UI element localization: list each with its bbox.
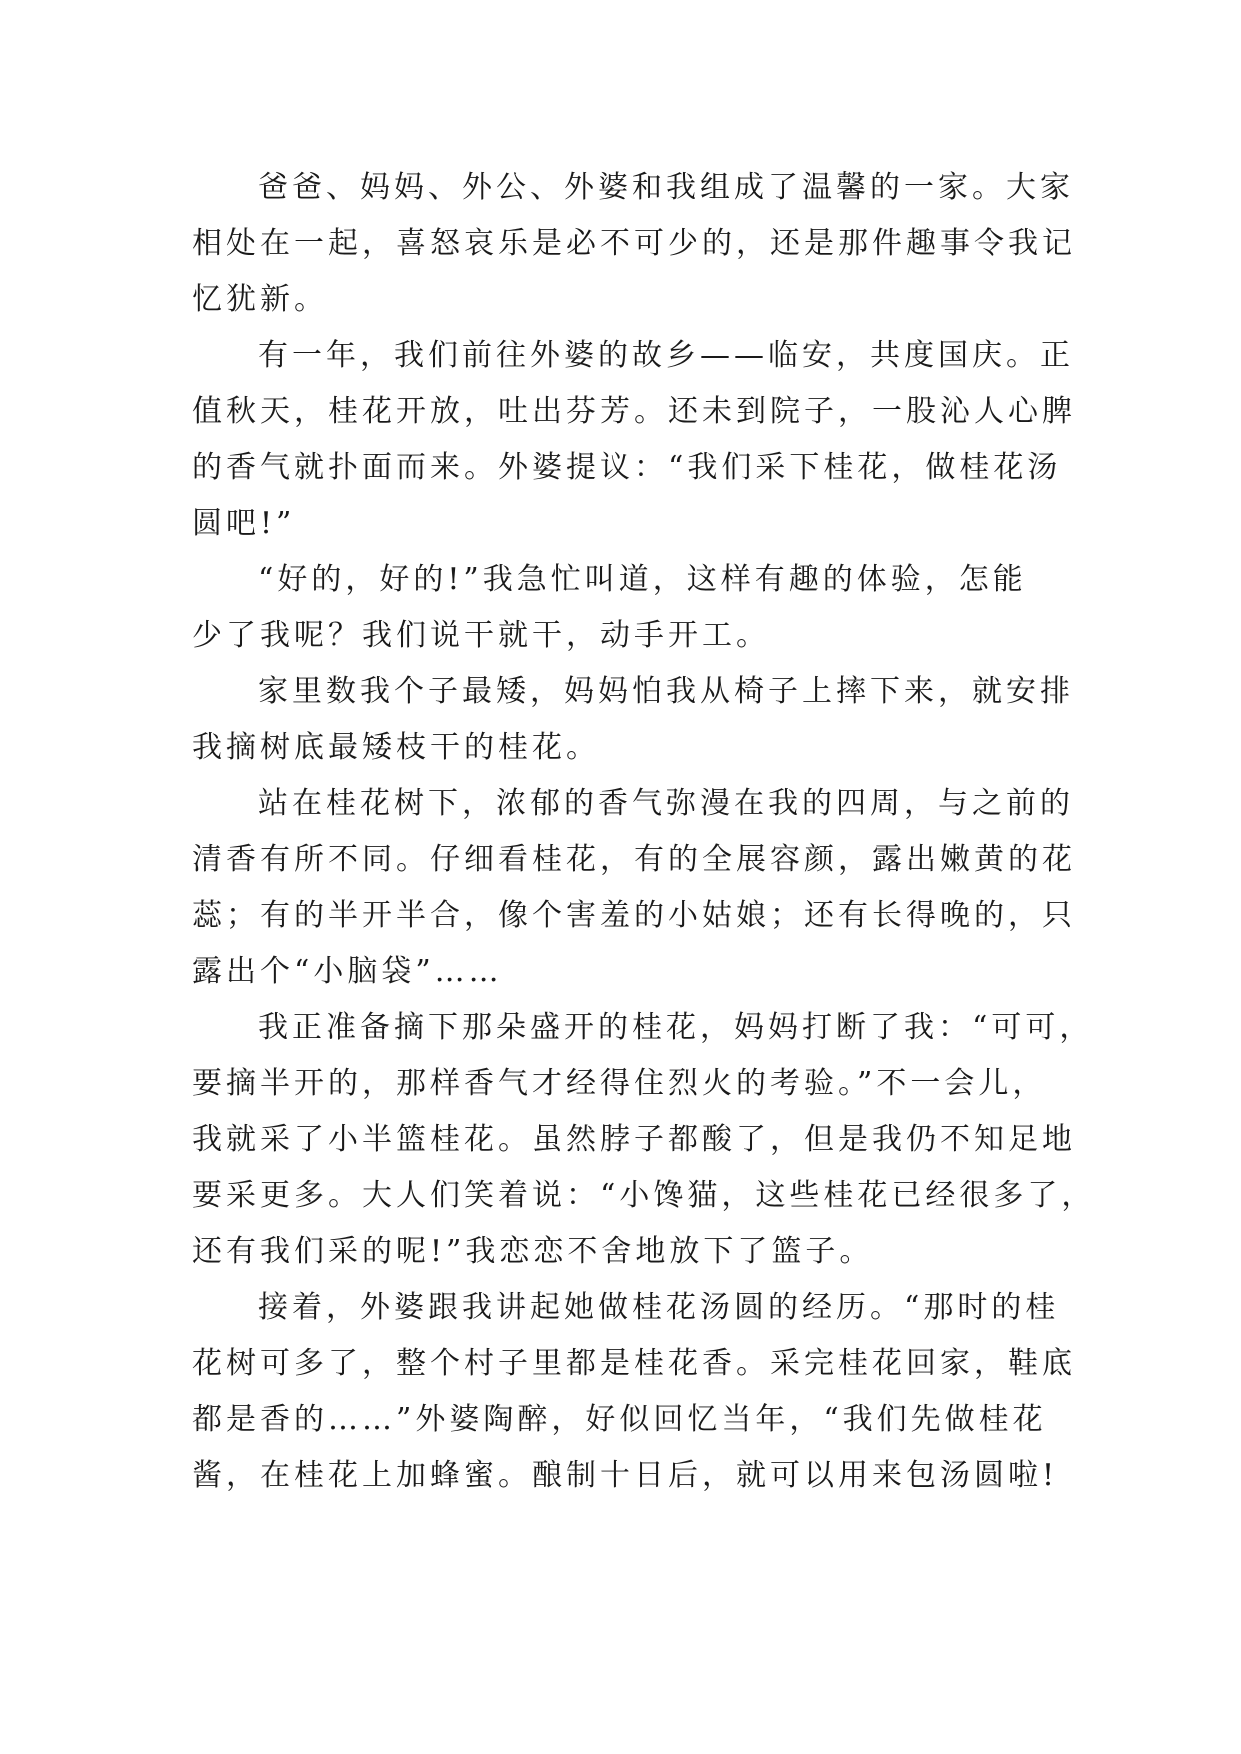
- text-line: 都是香的……”外婆陶醉，好似回忆当年，“我们先做桂花: [192, 1402, 1047, 1437]
- text-line: 少了我呢？我们说干就干，动手开工。: [192, 618, 770, 653]
- text-line: 要摘半开的，那样香气才经得住烈火的考验。”不一会儿，: [192, 1066, 1047, 1101]
- text-line: 还有我们采的呢!”我恋恋不舍地放下了篮子。: [192, 1234, 874, 1269]
- paragraph-agree: [192, 552, 1052, 664]
- text-line: 有一年，我们前往外婆的故乡——临安，共度国庆。正: [258, 338, 1074, 373]
- text-line: 我就采了小半篮桂花。虽然脖子都酸了，但是我仍不知足地: [192, 1122, 1076, 1157]
- text-line: 站在桂花树下，浓郁的香气弥漫在我的四周，与之前的: [258, 786, 1074, 821]
- text-line: “好的，好的!”我急忙叫道，这样有趣的体验，怎能: [258, 562, 1027, 597]
- document-body: [192, 160, 1096, 1504]
- text-line: 我正准备摘下那朵盛开的桂花，妈妈打断了我：“可可，: [258, 1010, 1094, 1045]
- text-line: 的香气就扑面而来。外婆提议：“我们采下桂花，做桂花汤: [192, 450, 1062, 485]
- text-line: 蕊；有的半开半合，像个害羞的小姑娘；还有长得晚的，只: [192, 898, 1076, 933]
- paragraph-family: [192, 160, 1076, 328]
- text-line: 接着，外婆跟我讲起她做桂花汤圆的经历。“那时的桂: [258, 1290, 1060, 1325]
- text-line: 清香有所不同。仔细看桂花，有的全展容颜，露出嫩黄的花: [192, 842, 1076, 877]
- text-line: 圆吧!”: [192, 506, 296, 541]
- text-line: 爸爸、妈妈、外公、外婆和我组成了温馨的一家。大家: [258, 170, 1074, 205]
- text-line: 酱，在桂花上加蜂蜜。酿制十日后，就可以用来包汤圆啦!: [192, 1458, 1059, 1493]
- paragraph-tree: [192, 776, 1076, 1000]
- text-line: 我摘树底最矮枝干的桂花。: [192, 730, 600, 765]
- text-line: 忆犹新。: [192, 282, 328, 317]
- paragraph-task: [192, 664, 1074, 776]
- text-line: 要采更多。大人们笑着说：“小馋猫，这些桂花已经很多了，: [192, 1178, 1096, 1213]
- paragraph-picking: [192, 1000, 1096, 1280]
- paragraph-trip: [192, 328, 1076, 552]
- paragraph-grandma-story: [192, 1280, 1076, 1504]
- text-line: 值秋天，桂花开放，吐出芬芳。还未到院子，一股沁人心脾: [192, 394, 1076, 429]
- text-line: 家里数我个子最矮，妈妈怕我从椅子上摔下来，就安排: [258, 674, 1074, 709]
- text-line: 花树可多了，整个村子里都是桂花香。采完桂花回家，鞋底: [192, 1346, 1076, 1381]
- text-line: 露出个“小脑袋”……: [192, 954, 503, 989]
- text-line: 相处在一起，喜怒哀乐是必不可少的，还是那件趣事令我记: [192, 226, 1076, 261]
